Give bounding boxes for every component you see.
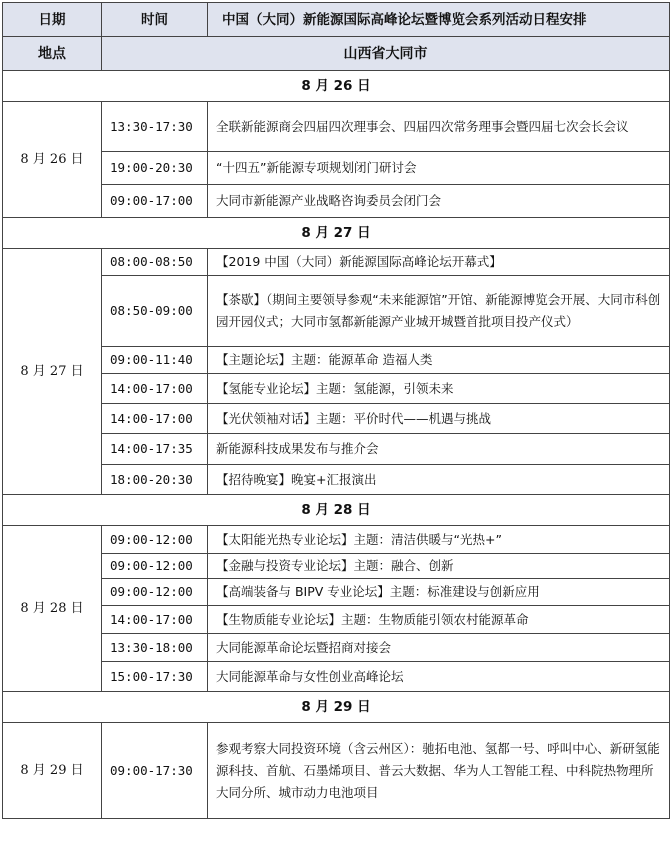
table-row: [3, 374, 670, 404]
location-label: 地点: [3, 37, 102, 71]
event-description: 大同市新能源产业战略咨询委员会闭门会: [208, 185, 670, 218]
table-row: [3, 102, 670, 152]
event-time: 09:00-12:00: [102, 579, 208, 606]
event-time: 09:00-12:00: [102, 526, 208, 554]
schedule-title: 中国（大同）新能源国际高峰论坛暨博览会系列活动日程安排: [208, 3, 670, 37]
table-row: [3, 152, 670, 185]
event-time: 18:00-20:30: [102, 465, 208, 495]
day-date-cell: 8 月 29 日: [3, 723, 102, 819]
event-description: 【太阳能光热专业论坛】主题：清洁供暖与“光热+”: [208, 526, 670, 554]
table-row: [3, 554, 670, 579]
day-date-cell: 8 月 28 日: [3, 526, 102, 692]
date-column-header: 日期: [3, 3, 102, 37]
event-time: 13:30-18:00: [102, 634, 208, 662]
event-time: 14:00-17:00: [102, 374, 208, 404]
event-description: 大同能源革命论坛暨招商对接会: [208, 634, 670, 662]
event-time: 15:00-17:30: [102, 662, 208, 692]
event-description: 【氢能专业论坛】主题：氢能源，引领未来: [208, 374, 670, 404]
event-description: 【2019 中国（大同）新能源国际高峰论坛开幕式】: [208, 249, 670, 276]
event-description: 【茶歇】（期间主要领导参观“未来能源馆”开馆、新能源博览会开展、大同市科创园开园仪式；大同市氢都新能源产业城开城暨首批项目投产仪式）: [208, 276, 670, 347]
day-date-cell: 8 月 27 日: [3, 249, 102, 495]
event-description: 【高端装备与 BIPV 专业论坛】主题：标准建设与创新应用: [208, 579, 670, 606]
event-time: 14:00-17:00: [102, 606, 208, 634]
header-row: [3, 3, 670, 37]
event-time: 09:00-12:00: [102, 554, 208, 579]
event-description: “十四五”新能源专项规划闭门研讨会: [208, 152, 670, 185]
day-banner: [3, 495, 670, 526]
event-time: 13:30-17:30: [102, 102, 208, 152]
event-description: 【光伏领袖对话】主题：平价时代——机遇与挑战: [208, 404, 670, 434]
event-time: 09:00-17:30: [102, 723, 208, 819]
event-time: 08:50-09:00: [102, 276, 208, 347]
event-description: 【招待晚宴】晚宴+汇报演出: [208, 465, 670, 495]
event-description: 大同能源革命与女性创业高峰论坛: [208, 662, 670, 692]
day-banner-text: 8 月 29 日: [3, 692, 670, 723]
event-time: 19:00-20:30: [102, 152, 208, 185]
day-banner: [3, 71, 670, 102]
table-row: [3, 249, 670, 276]
table-row: [3, 526, 670, 554]
table-row: [3, 404, 670, 434]
table-row: [3, 347, 670, 374]
event-description: 【金融与投资专业论坛】主题：融合、创新: [208, 554, 670, 579]
location-value: 山西省大同市: [102, 37, 670, 71]
day-banner: [3, 692, 670, 723]
day-banner-text: 8 月 28 日: [3, 495, 670, 526]
event-description: 【生物质能专业论坛】主题：生物质能引领农村能源革命: [208, 606, 670, 634]
table-row: [3, 185, 670, 218]
location-row: [3, 37, 670, 71]
day-banner-text: 8 月 27 日: [3, 218, 670, 249]
event-time: 14:00-17:00: [102, 404, 208, 434]
event-description: 【主题论坛】主题：能源革命 造福人类: [208, 347, 670, 374]
table-row: [3, 662, 670, 692]
day-banner-text: 8 月 26 日: [3, 71, 670, 102]
time-column-header: 时间: [102, 3, 208, 37]
event-time: 09:00-11:40: [102, 347, 208, 374]
event-description: 参观考察大同投资环境（含云州区）：驰拓电池、氢都一号、呼叫中心、新研氢能源科技、首航、石墨烯项目、普云大数据、华为人工智能工程、中科院热物理所大同分所、城市动力电池项目: [208, 723, 670, 819]
event-time: 08:00-08:50: [102, 249, 208, 276]
table-row: [3, 634, 670, 662]
event-description: 新能源科技成果发布与推介会: [208, 434, 670, 465]
day-date-cell: 8 月 26 日: [3, 102, 102, 218]
event-time: 09:00-17:00: [102, 185, 208, 218]
table-row: [3, 434, 670, 465]
day-banner: [3, 218, 670, 249]
table-row: [3, 276, 670, 347]
schedule-table: [2, 2, 670, 819]
event-time: 14:00-17:35: [102, 434, 208, 465]
table-row: [3, 606, 670, 634]
table-row: [3, 579, 670, 606]
table-row: [3, 465, 670, 495]
event-description: 全联新能源商会四届四次理事会、四届四次常务理事会暨四届七次会长会议: [208, 102, 670, 152]
table-row: [3, 723, 670, 819]
